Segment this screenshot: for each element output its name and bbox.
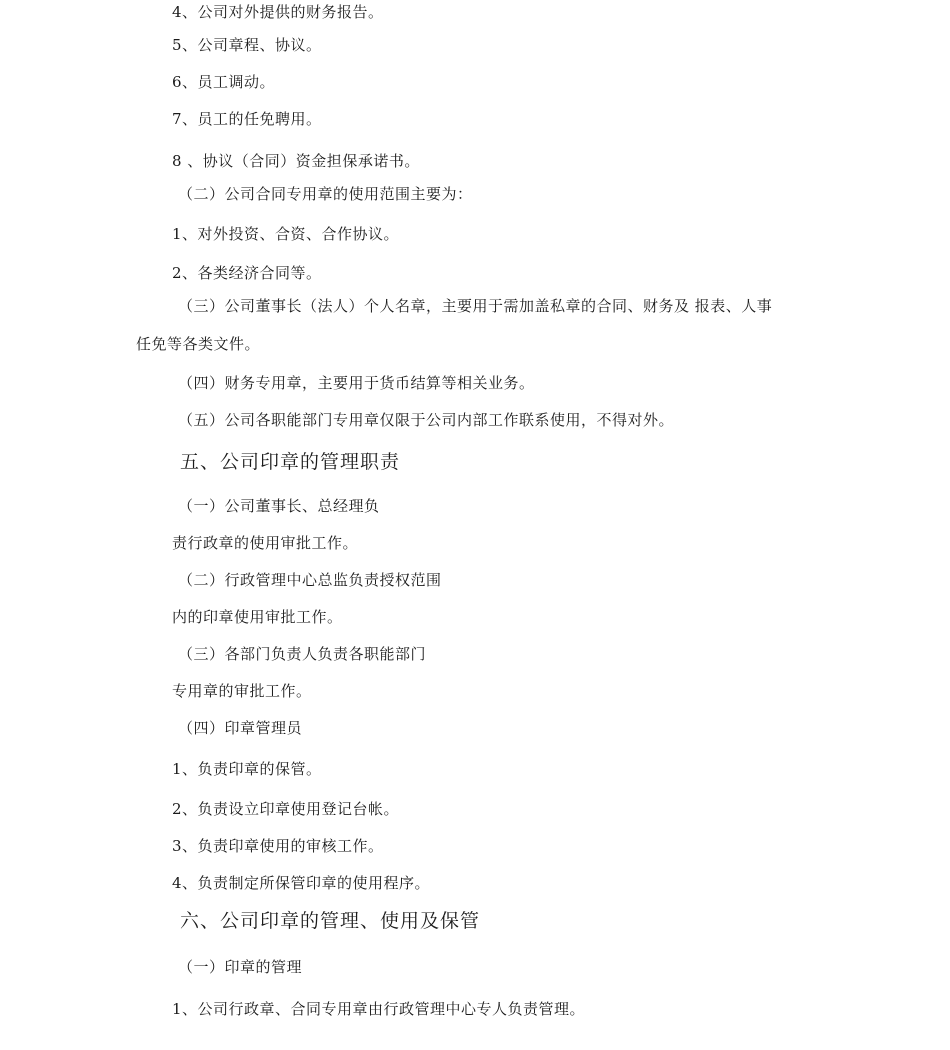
section-heading-5: 五、公司印章的管理职责 — [180, 451, 401, 473]
subsection-seal-administrator: （四）印章管理员 — [178, 719, 303, 737]
list-item-1-admin-seal: 1、公司行政章、合同专用章由行政管理中心专人负责管理。 — [172, 1000, 586, 1018]
subsection-chairman-duty: （一）公司董事长、总经理负 — [178, 497, 380, 515]
subsection-contract-seal-scope: （二）公司合同专用章的使用范围主要为： — [178, 185, 473, 203]
section-heading-6: 六、公司印章的管理、使用及保管 — [180, 910, 481, 932]
list-item-4-financial-reports: 4、公司对外提供的财务报告。 — [172, 3, 384, 21]
list-item-1-custody: 1、负责印章的保管。 — [172, 760, 322, 778]
list-item-8-guarantee: 8 、协议（合同）资金担保承诺书。 — [172, 152, 420, 170]
list-item-2-contracts: 2、各类经济合同等。 — [172, 264, 322, 282]
paragraph-chairman-seal: （三）公司董事长（法人）个人名章，主要用于需加盖私章的合同、财务及 报表、人事 — [178, 297, 773, 315]
list-item-2-ledger: 2、负责设立印章使用登记台帐。 — [172, 800, 400, 818]
list-item-5-articles-agreements: 5、公司章程、协议。 — [172, 36, 322, 54]
subsection-admin-director-duty: （二）行政管理中心总监负责授权范围 — [178, 571, 442, 589]
list-item-6-staff-transfer: 6、员工调动。 — [172, 73, 276, 91]
list-item-7-appointment: 7、员工的任免聘用。 — [172, 110, 322, 128]
subsection-seal-management: （一）印章的管理 — [178, 958, 303, 976]
list-item-3-review: 3、负责印章使用的审核工作。 — [172, 837, 384, 855]
paragraph-department-seal: （五）公司各职能部门专用章仅限于公司内部工作联系使用，不得对外。 — [178, 411, 675, 429]
list-item-1-investment: 1、对外投资、合资、合作协议。 — [172, 225, 400, 243]
paragraph-finance-seal: （四）财务专用章，主要用于货币结算等相关业务。 — [178, 374, 535, 392]
list-item-4-procedure: 4、负责制定所保管印章的使用程序。 — [172, 874, 431, 892]
subsection-admin-director-duty-cont: 内的印章使用审批工作。 — [172, 608, 343, 626]
paragraph-chairman-seal-cont: 任免等各类文件。 — [136, 335, 261, 353]
subsection-department-head-duty: （三）各部门负责人负责各职能部门 — [178, 645, 427, 663]
subsection-department-head-duty-cont: 专用章的审批工作。 — [172, 682, 312, 700]
subsection-chairman-duty-cont: 责行政章的使用审批工作。 — [172, 534, 359, 552]
